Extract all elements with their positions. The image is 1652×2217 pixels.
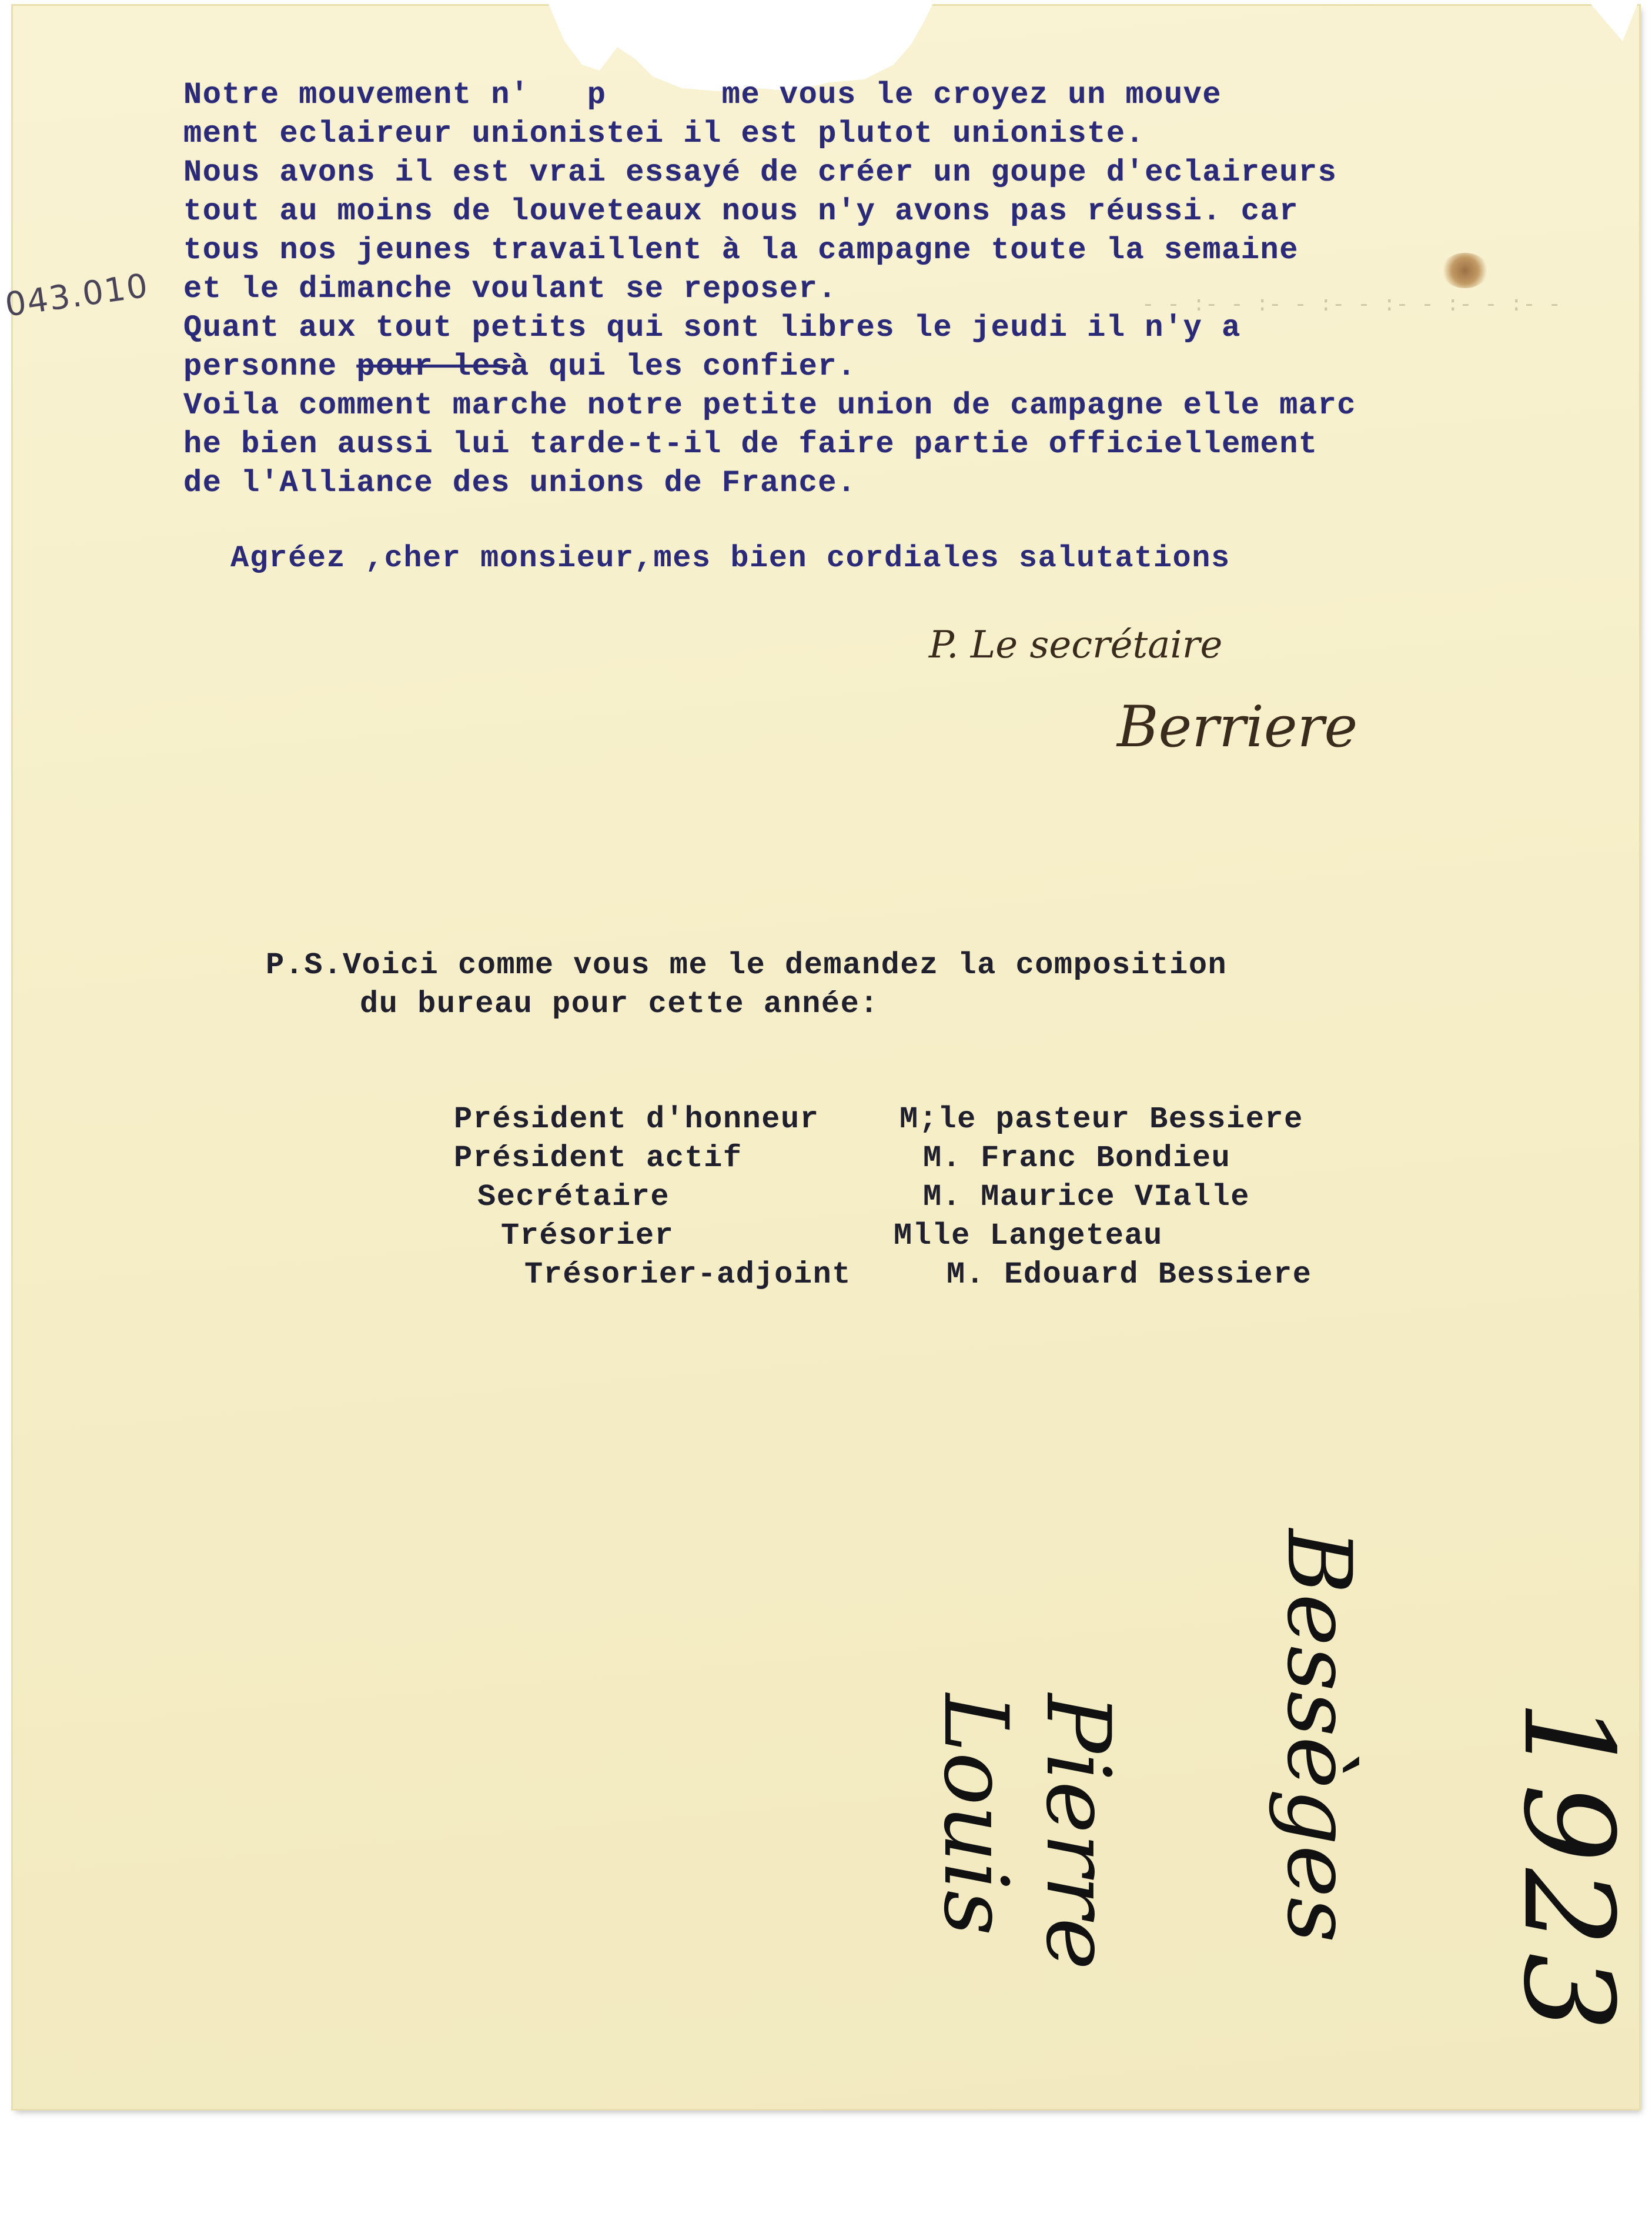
letter-line: tous nos jeunes travaillent à la campagne toute la semaine [183, 233, 1299, 268]
bureau-role: Trésorier [501, 1218, 674, 1253]
handwritten-place: Bessèges [1268, 1529, 1370, 1943]
letter-line: Nous avons il est vrai essayé de créer un goupe d'eclaireurs [183, 155, 1337, 190]
decorative-dashes: - - :- - :- - :- - :- - :- - :- - [1142, 293, 1561, 317]
bureau-person: M;le pasteur Bessiere [899, 1102, 1303, 1137]
handwritten-year: 1923 [1496, 1700, 1640, 2038]
bureau-person: M. Maurice VIalle [923, 1180, 1250, 1214]
bureau-role: Trésorier-adjoint [524, 1257, 851, 1292]
personne-before: personne [183, 349, 357, 384]
personne-after: à qui les confier. [510, 349, 857, 384]
bureau-role: Président actif [454, 1141, 743, 1176]
letter-line: Notre mouvement n' p me vous le croyez un mouve [183, 78, 1222, 112]
bureau-person: M. Edouard Bessiere [947, 1257, 1312, 1292]
bureau-role: Président d'honneur [454, 1102, 820, 1137]
letter-line: he bien aussi lui tarde-t-il de faire partie officiellement [183, 427, 1318, 462]
letter-line: et le dimanche voulant se reposer. [183, 272, 837, 306]
letter-line: tout au moins de louveteaux nous n'y avons pas réussi. car [183, 194, 1299, 229]
letter-line: ment eclaireur unionistei il est plutot unioniste. [183, 116, 1145, 151]
signature-name: Berriere [1117, 694, 1358, 760]
signature-title: P. Le secrétaire [929, 623, 1223, 667]
letter-line-personne [183, 349, 857, 384]
letter-line: Voila comment marche notre petite union de campagne elle marc [183, 388, 1357, 423]
handwritten-sender: Pierre Louis [924, 1694, 1129, 1970]
letter-line: de l'Alliance des unions de France. [183, 466, 857, 500]
bureau-role: Secrétaire [477, 1180, 670, 1214]
letter-line: Quant aux tout petits qui sont libres le jeudi il n'y a [183, 310, 1241, 345]
ps-line: P.S.Voici comme vous me le demandez la composition [266, 948, 1228, 983]
struck-text: pour les [356, 349, 510, 384]
ink-stain [1442, 253, 1489, 288]
closing-salutation: Agréez ,cher monsieur,mes bien cordiales salutations [230, 541, 1230, 576]
archive-code: 043.010 [2, 266, 151, 325]
bureau-person: Mlle Langeteau [894, 1218, 1163, 1253]
bureau-person: M. Franc Bondieu [923, 1141, 1231, 1176]
ps-line: du bureau pour cette année: [360, 987, 879, 1021]
